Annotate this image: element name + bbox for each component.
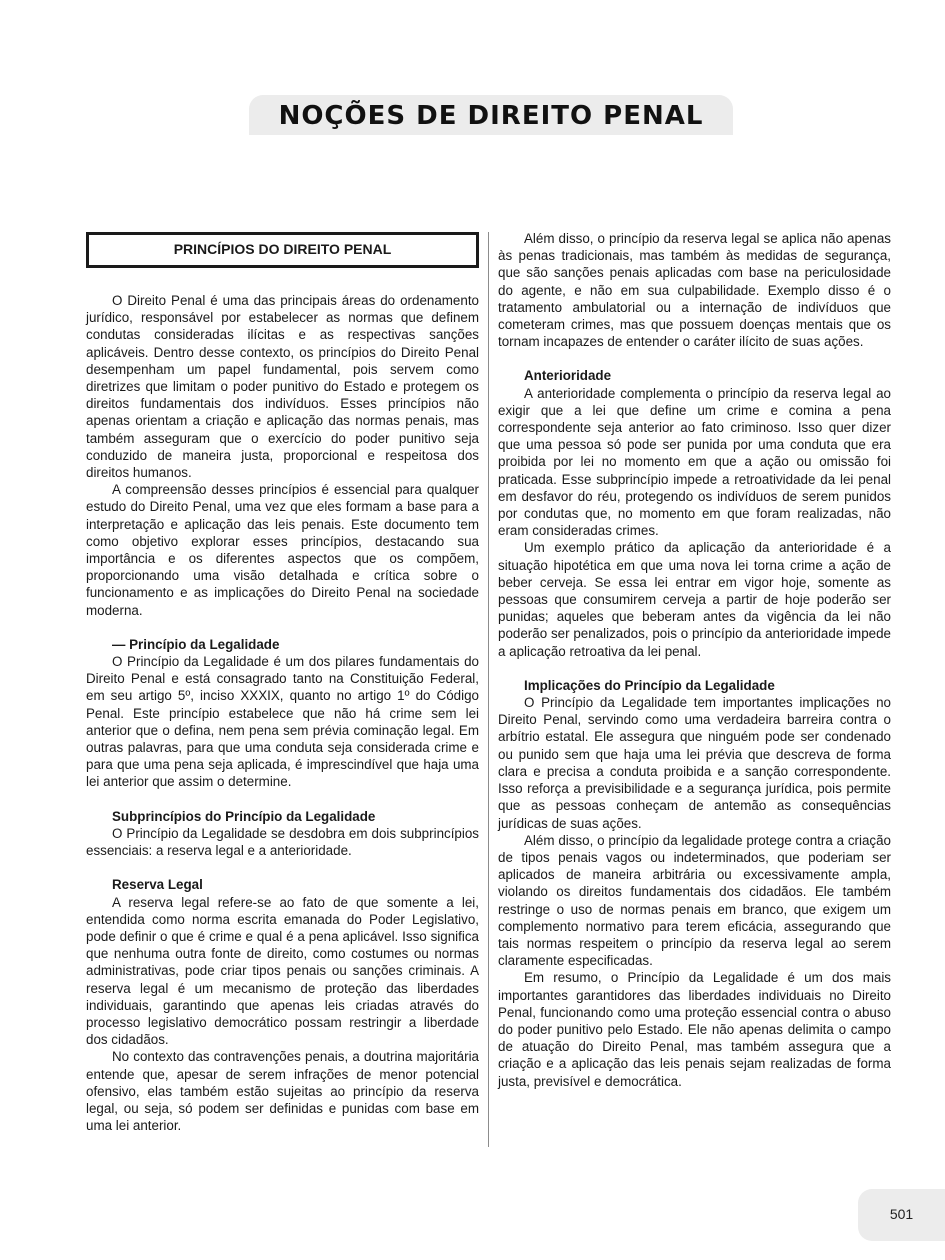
left-column	[86, 232, 479, 1134]
page-number-tab	[858, 1189, 945, 1241]
paragraph: Além disso, o princípio da reserva legal se aplica não apenas às penas tradicionais, mas também às medidas de segurança, que são sanções penais aplicadas com base na periculosidade do agente, e não em sua culpabilidade. Exemplo disso é o tratamento ambulatorial ou a internação de indivíduos que cometeram crimes, mas que possuem doenças mentais que os tornam incapazes de entender o caráter ilícito de suas ações.	[498, 231, 891, 350]
paragraph: A compreensão desses princípios é essencial para qualquer estudo do Direito Penal, uma vez que eles formam a base para a interpretação e aplicação das leis penais. Este documento tem como objetivo explorar esses princípios, destacando sua importância e os diferentes aspectos que os compõem, proporcionando uma visão detalhada e crítica sobre o funcionamento e as implicações do Direito Penal na sociedade moderna.	[86, 482, 479, 618]
section-title-box	[86, 232, 479, 268]
paragraph: O Princípio da Legalidade tem importantes implicações no Direito Penal, servindo como uma verdadeira barreira contra o arbítrio estatal. Ele assegura que ninguém pode ser condenado ou punido sem que haja uma lei prévia que descreva de forma clara e precisa a conduta proibida e a sanção correspondente. Isso reforça a previsibilidade e a segurança jurídica, pois permite que as pessoas conheçam de antemão as consequências jurídicas de suas ações.	[498, 695, 891, 831]
paragraph: A reserva legal refere-se ao fato de que somente a lei, entendida como norma escrita emanada do Poder Legislativo, pode definir o que é crime e qual é a pena aplicável. Isso significa que nenhuma outra fonte de direito, como costumes ou normas administrativas, pode criar tipos penais ou sanções criminais. A reserva legal é um mecanismo de proteção das liberdades individuais, garantindo que apenas leis criadas através do processo legislativo democrático possam restringir a liberdade dos cidadãos.	[86, 894, 479, 1048]
paragraph: Além disso, o princípio da legalidade protege contra a criação de tipos penais vagos ou indeterminados, que poderiam ser aplicados de maneira arbitrária ou excessivamente ampla, violando os direitos fundamentais dos cidadãos. Ele também restringe o uso de normas penais em branco, que exigem um complemento normativo para terem eficácia, assegurando que tais normas respeitem o princípio da reserva legal ao serem claramente especificadas.	[498, 832, 891, 969]
page-number: 501	[889, 1206, 914, 1222]
chapter-title: NOÇÕES DE DIREITO PENAL	[278, 101, 704, 131]
subheading-subprincipios: Subprincípios do Princípio da Legalidade	[112, 808, 376, 824]
subheading-anterioridade: Anterioridade	[524, 368, 612, 384]
paragraph: A anterioridade complementa o princípio da reserva legal ao exigir que a lei que define um crime e comina a pena correspondente seja anterior ao fato criminoso. Isso quer dizer que uma pessoa só pode ser punida por uma conduta que era proibida por lei no momento em que a ação ou omissão foi praticada. Esse subprincípio impede a retroatividade da lei penal em desfavor do réu, protegendo os indivíduos de serem punidos por condutas que, no momento em que foram realizadas, não eram consideradas crimes.	[498, 385, 891, 539]
subheading-legalidade: — Princípio da Legalidade	[112, 636, 280, 652]
paragraph: No contexto das contravenções penais, a doutrina majoritária entende que, apesar de serem infrações de menor potencial ofensivo, elas também estão sujeitas ao princípio da reserva legal, ou seja, só podem ser definidas e punidas com base em uma lei anterior.	[86, 1049, 479, 1134]
paragraph: O Direito Penal é uma das principais áreas do ordenamento jurídico, responsável por estabelecer as normas que definem condutas consideradas ilícitas e as respectivas sanções aplicáveis. Dentro desse contexto, os princípios do Direito Penal desempenham um papel fundamental, pois servem como diretrizes que limitam o poder punitivo do Estado e protegem os direitos fundamentais dos indivíduos. Esses princípios não apenas orientam a criação e aplicação das normas penais, mas também asseguram que o exercício do poder punitivo seja conduzido de maneira justa, proporcional e respeitosa dos direitos humanos.	[86, 293, 479, 481]
right-column	[498, 230, 891, 1090]
column-divider	[488, 232, 489, 1147]
paragraph: Em resumo, o Princípio da Legalidade é um dos mais importantes garantidores das liberdades individuais no Direito Penal, funcionando como uma proteção essencial contra o abuso do poder punitivo pelo Estado. Ele não apenas delimita o campo de atuação do Direito Penal, mas também assegura que a criação e a aplicação das leis penais sejam realizadas de forma justa, previsível e democrática.	[498, 970, 891, 1089]
chapter-header	[249, 95, 733, 135]
subheading-implicacoes: Implicações do Princípio da Legalidade	[524, 677, 775, 693]
section-title: PRINCÍPIOS DO DIREITO PENAL	[173, 241, 392, 257]
paragraph: O Princípio da Legalidade é um dos pilares fundamentais do Direito Penal e está consagrado tanto na Constituição Federal, em seu artigo 5º, inciso XXXIX, quanto no artigo 1º do Código Penal. Este princípio estabelece que não há crime sem lei anterior que o defina, nem pena sem prévia cominação legal. Em outras palavras, para que uma conduta seja considerada crime e para que uma pena seja aplicada, é imprescindível que haja uma lei anterior que assim o determine.	[86, 654, 479, 790]
paragraph: Um exemplo prático da aplicação da anterioridade é a situação hipotética em que uma nova lei torna crime a ação de beber cerveja. Se essa lei entrar em vigor hoje, somente as pessoas que consumirem cerveja a partir de hoje poderão ser punidas; aqueles que beberam antes da vigência da lei não poderão ser penalizados, pois o princípio da anterioridade impede a aplicação retroativa da lei penal.	[498, 540, 891, 659]
subheading-reserva-legal: Reserva Legal	[112, 877, 203, 893]
paragraph: O Princípio da Legalidade se desdobra em dois subprincípios essenciais: a reserva legal e a anterioridade.	[86, 825, 479, 859]
